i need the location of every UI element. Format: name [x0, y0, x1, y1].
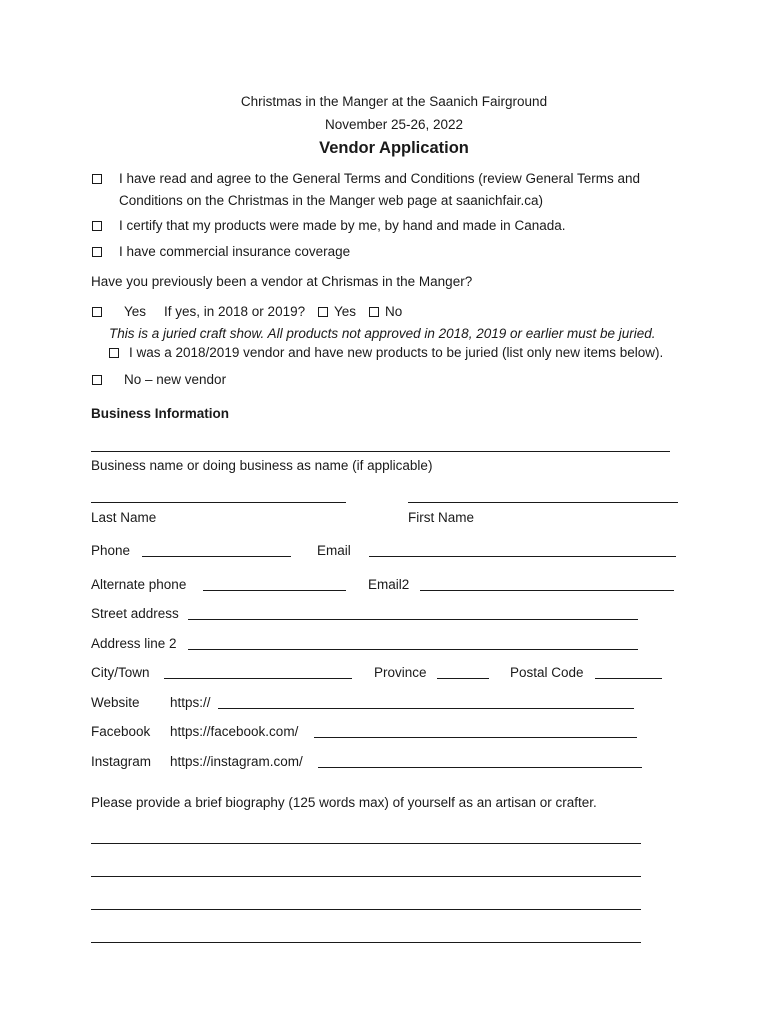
business-name-input[interactable] [91, 437, 670, 452]
year-yes-label: Yes [334, 304, 357, 319]
phone-label: Phone [91, 543, 131, 558]
biography-line-1[interactable] [91, 829, 641, 844]
business-name-label: Business name or doing business as name (if applicable) [91, 458, 433, 473]
city-input[interactable] [164, 664, 352, 679]
alt-phone-input[interactable] [203, 576, 346, 591]
previous-yes-checkbox[interactable] [92, 307, 102, 317]
previous-vendor-question: Have you previously been a vendor at Chrismas in the Manger? [91, 274, 473, 289]
new-products-checkbox[interactable] [109, 348, 119, 358]
phone-input[interactable] [142, 542, 291, 557]
city-label: City/Town [91, 665, 150, 680]
new-vendor-label: No – new vendor [124, 372, 227, 387]
province-label: Province [374, 665, 427, 680]
website-label: Website [91, 695, 140, 710]
instagram-input[interactable] [318, 753, 642, 768]
postal-code-label: Postal Code [510, 665, 584, 680]
year-yes-checkbox[interactable] [318, 307, 328, 317]
handmade-label: I certify that my products were made by me, by hand and made in Canada. [119, 218, 566, 233]
event-title: Christmas in the Manger at the Saanich Fairground [240, 94, 548, 109]
insurance-checkbox[interactable] [92, 247, 102, 257]
email2-label: Email2 [368, 577, 410, 592]
last-name-input[interactable] [91, 488, 346, 503]
instagram-prefix: https://instagram.com/ [170, 754, 303, 769]
postal-code-input[interactable] [595, 664, 662, 679]
juried-note: This is a juried craft show. All products not approved in 2018, 2019 or earlier must be juried. [109, 326, 656, 341]
year-no-label: No [385, 304, 403, 319]
handmade-checkbox[interactable] [92, 221, 102, 231]
facebook-input[interactable] [314, 723, 637, 738]
biography-line-3[interactable] [91, 895, 641, 910]
first-name-label: First Name [408, 510, 475, 525]
new-products-label: I was a 2018/2019 vendor and have new products to be juried (list only new items below). [129, 345, 664, 360]
event-date: November 25-26, 2022 [324, 117, 464, 132]
biography-line-2[interactable] [91, 862, 641, 877]
facebook-label: Facebook [91, 724, 151, 739]
email2-input[interactable] [420, 576, 674, 591]
if-yes-label: If yes, in 2018 or 2019? [164, 304, 306, 319]
province-input[interactable] [437, 664, 489, 679]
last-name-label: Last Name [91, 510, 157, 525]
new-vendor-checkbox[interactable] [92, 375, 102, 385]
address2-input[interactable] [188, 635, 638, 650]
instagram-label: Instagram [91, 754, 152, 769]
email-input[interactable] [369, 542, 676, 557]
website-prefix: https:// [170, 695, 211, 710]
biography-prompt: Please provide a brief biography (125 words max) of yourself as an artisan or crafter. [91, 795, 597, 810]
street-input[interactable] [188, 605, 638, 620]
terms-checkbox[interactable] [92, 174, 102, 184]
previous-yes-label: Yes [124, 304, 147, 319]
terms-label-line2: Conditions on the Christmas in the Manger web page at saanichfair.ca) [119, 193, 543, 208]
facebook-prefix: https://facebook.com/ [170, 724, 299, 739]
biography-line-4[interactable] [91, 928, 641, 943]
first-name-input[interactable] [408, 488, 678, 503]
street-label: Street address [91, 606, 179, 621]
business-section-title: Business Information [91, 406, 230, 421]
terms-label-line1: I have read and agree to the General Terms and Conditions (review General Terms and [119, 171, 641, 186]
website-input[interactable] [218, 694, 634, 709]
year-no-checkbox[interactable] [369, 307, 379, 317]
insurance-label: I have commercial insurance coverage [119, 244, 351, 259]
email-label: Email [317, 543, 351, 558]
alt-phone-label: Alternate phone [91, 577, 187, 592]
form-title: Vendor Application [319, 139, 469, 157]
address2-label: Address line 2 [91, 636, 177, 651]
